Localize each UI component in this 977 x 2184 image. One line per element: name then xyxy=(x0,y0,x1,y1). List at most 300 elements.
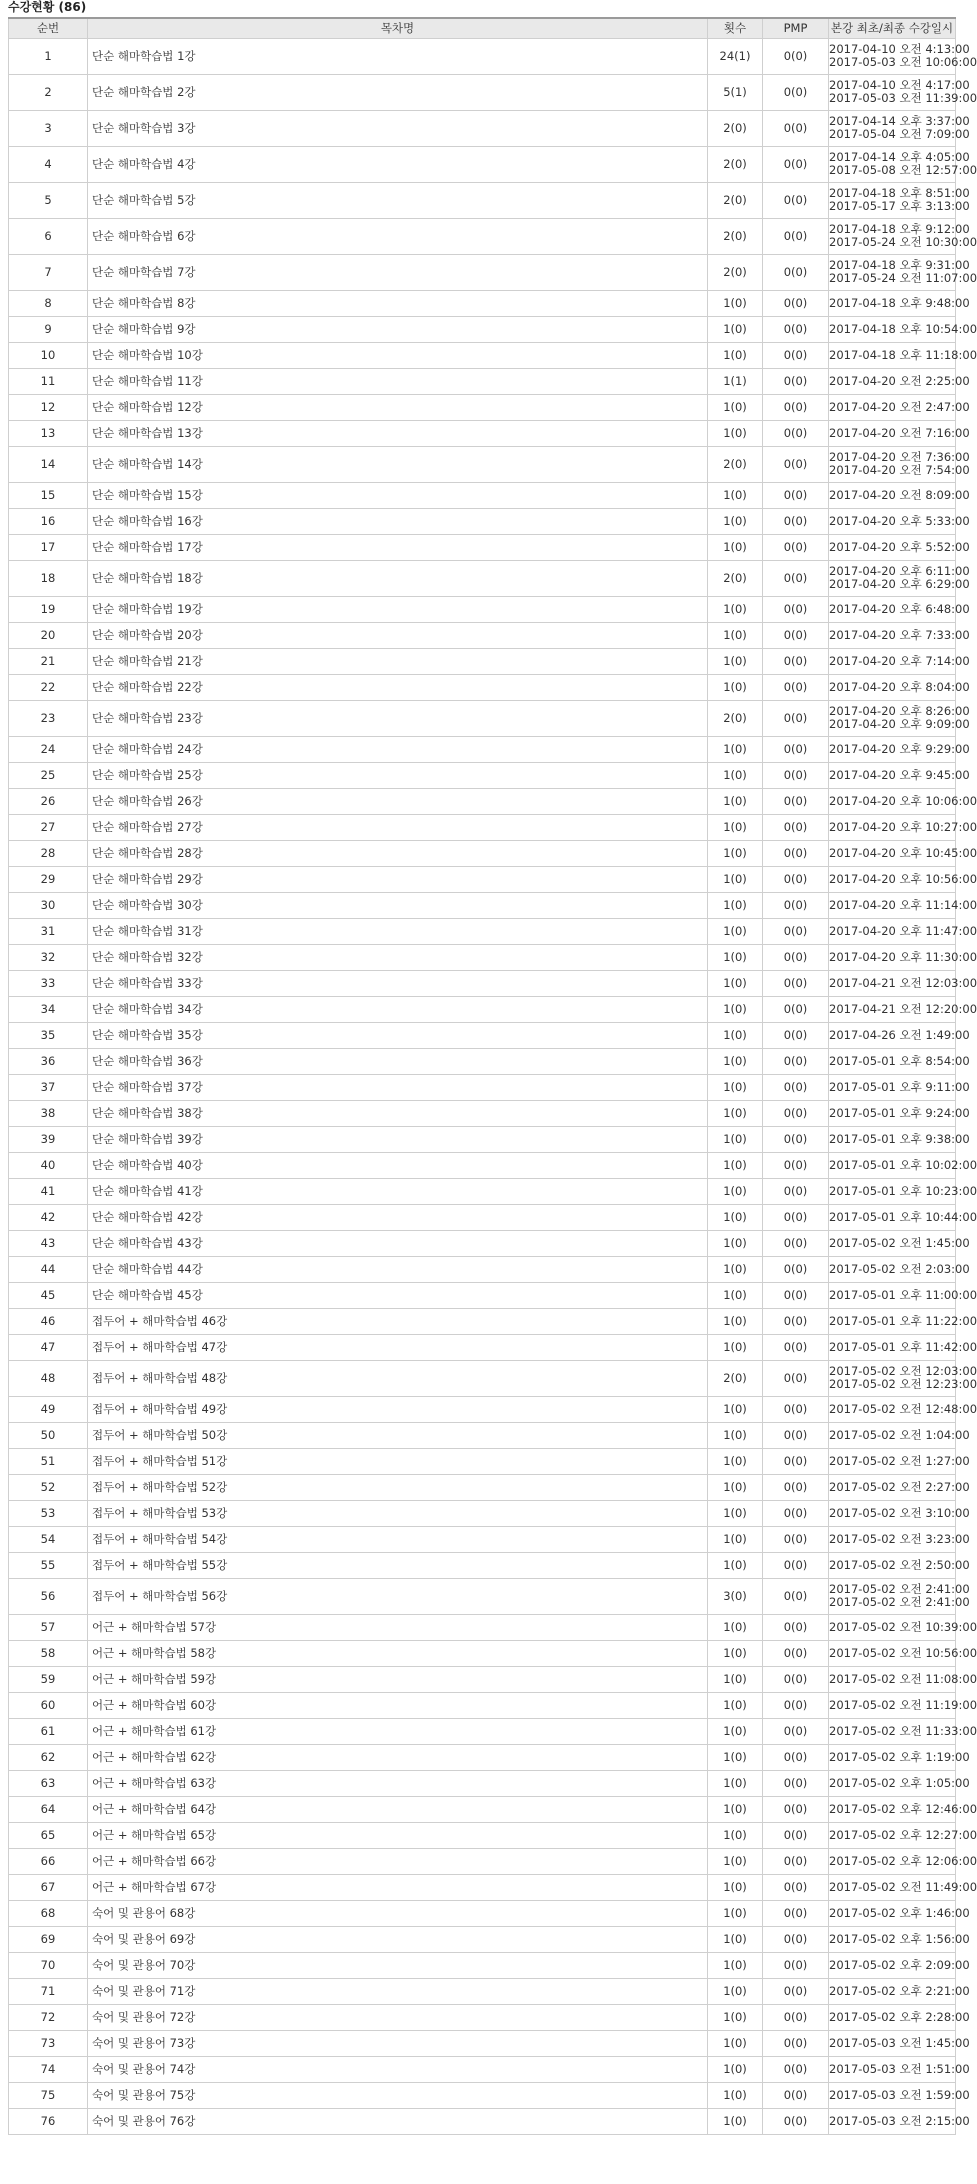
table-row xyxy=(9,596,956,622)
view-count: 1(0) xyxy=(708,1422,763,1448)
lecture-title: 단순 해마학습법 32강 xyxy=(88,944,708,970)
view-count: 1(0) xyxy=(708,1552,763,1578)
view-count: 1(0) xyxy=(708,342,763,368)
row-number: 28 xyxy=(9,840,88,866)
view-count: 1(0) xyxy=(708,1874,763,1900)
last-study-date: 2017-05-08 오전 12:57:00 xyxy=(829,163,977,177)
pmp-count: 0(0) xyxy=(763,1744,829,1770)
view-count: 1(0) xyxy=(708,1718,763,1744)
pmp-count: 0(0) xyxy=(763,1152,829,1178)
view-count: 1(0) xyxy=(708,290,763,316)
lecture-title: 접두어 + 해마학습법 49강 xyxy=(88,1396,708,1422)
row-number: 50 xyxy=(9,1422,88,1448)
study-dates xyxy=(829,648,970,674)
pmp-count: 0(0) xyxy=(763,1178,829,1204)
lecture-title: 어근 + 해마학습법 63강 xyxy=(88,1770,708,1796)
pmp-count: 0(0) xyxy=(763,762,829,788)
table-row xyxy=(9,446,956,482)
pmp-count: 0(0) xyxy=(763,1796,829,1822)
pmp-count: 0(0) xyxy=(763,1308,829,1334)
lecture-title: 단순 해마학습법 2강 xyxy=(88,74,708,110)
row-number: 2 xyxy=(9,74,88,110)
row-number: 29 xyxy=(9,866,88,892)
first-study-date: 2017-04-20 오전 2:47:00 xyxy=(829,399,970,414)
row-number: 70 xyxy=(9,1952,88,1978)
lecture-title: 숙어 및 관용어 71강 xyxy=(88,1978,708,2004)
last-study-date: 2017-05-02 오전 12:23:00 xyxy=(829,1377,977,1391)
first-study-date: 2017-04-20 오후 9:29:00 xyxy=(829,741,970,756)
column-header-title: 목차명 xyxy=(88,18,708,38)
table-row xyxy=(9,762,956,788)
pmp-count: 0(0) xyxy=(763,1926,829,1952)
table-row xyxy=(9,1204,956,1230)
row-number: 22 xyxy=(9,674,88,700)
lecture-title: 숙어 및 관용어 74강 xyxy=(88,2056,708,2082)
lecture-title: 단순 해마학습법 7강 xyxy=(88,254,708,290)
pmp-count: 0(0) xyxy=(763,1100,829,1126)
column-header-no: 순번 xyxy=(9,18,88,38)
pmp-count: 0(0) xyxy=(763,420,829,446)
row-number: 54 xyxy=(9,1526,88,1552)
pmp-count: 0(0) xyxy=(763,446,829,482)
row-number: 14 xyxy=(9,446,88,482)
lecture-title: 단순 해마학습법 38강 xyxy=(88,1100,708,1126)
row-number: 31 xyxy=(9,918,88,944)
row-number: 13 xyxy=(9,420,88,446)
table-row xyxy=(9,970,956,996)
lecture-title: 단순 해마학습법 19강 xyxy=(88,596,708,622)
study-dates xyxy=(829,1048,970,1074)
lecture-title: 단순 해마학습법 33강 xyxy=(88,970,708,996)
pmp-count: 0(0) xyxy=(763,674,829,700)
lecture-title: 단순 해마학습법 3강 xyxy=(88,110,708,146)
lecture-history-table xyxy=(8,17,977,2135)
view-count: 1(0) xyxy=(708,1666,763,1692)
table-row xyxy=(9,1334,956,1360)
first-study-date: 2017-05-02 오전 11:33:00 xyxy=(829,1723,977,1738)
first-study-date: 2017-05-01 오후 11:00:00 xyxy=(829,1287,977,1302)
first-study-date: 2017-05-03 오전 1:45:00 xyxy=(829,2035,970,2050)
study-dates xyxy=(829,1952,970,1978)
pmp-count: 0(0) xyxy=(763,970,829,996)
view-count: 5(1) xyxy=(708,74,763,110)
row-number: 51 xyxy=(9,1448,88,1474)
lecture-title: 단순 해마학습법 39강 xyxy=(88,1126,708,1152)
pmp-count: 0(0) xyxy=(763,316,829,342)
lecture-title: 단순 해마학습법 18강 xyxy=(88,560,708,596)
lecture-title: 어근 + 해마학습법 58강 xyxy=(88,1640,708,1666)
view-count: 1(0) xyxy=(708,736,763,762)
row-number: 15 xyxy=(9,482,88,508)
lecture-title: 접두어 + 해마학습법 47강 xyxy=(88,1334,708,1360)
row-number: 44 xyxy=(9,1256,88,1282)
lecture-title: 접두어 + 해마학습법 56강 xyxy=(88,1578,708,1614)
lecture-title: 단순 해마학습법 16강 xyxy=(88,508,708,534)
view-count: 1(0) xyxy=(708,1230,763,1256)
view-count: 2(0) xyxy=(708,700,763,736)
column-header-count: 횟수 xyxy=(708,18,763,38)
table-row xyxy=(9,2082,956,2108)
study-dates xyxy=(829,1718,977,1744)
row-number: 63 xyxy=(9,1770,88,1796)
row-number: 46 xyxy=(9,1308,88,1334)
row-number: 3 xyxy=(9,110,88,146)
study-dates xyxy=(829,420,970,446)
study-dates xyxy=(829,1178,977,1204)
view-count: 1(0) xyxy=(708,1614,763,1640)
row-number: 38 xyxy=(9,1100,88,1126)
view-count: 2(0) xyxy=(708,1360,763,1396)
table-row xyxy=(9,814,956,840)
study-dates xyxy=(829,762,970,788)
lecture-title: 단순 해마학습법 42강 xyxy=(88,1204,708,1230)
pmp-count: 0(0) xyxy=(763,218,829,254)
pmp-count: 0(0) xyxy=(763,1614,829,1640)
pmp-count: 0(0) xyxy=(763,38,829,74)
study-dates xyxy=(829,534,970,560)
first-study-date: 2017-04-20 오전 7:16:00 xyxy=(829,425,970,440)
table-row xyxy=(9,1178,956,1204)
view-count: 1(0) xyxy=(708,1692,763,1718)
study-dates xyxy=(829,560,970,596)
first-study-date: 2017-05-02 오전 10:56:00 xyxy=(829,1645,977,1660)
first-study-date: 2017-04-20 오후 11:14:00 xyxy=(829,897,977,912)
pmp-count: 0(0) xyxy=(763,944,829,970)
first-study-date: 2017-05-01 오후 9:11:00 xyxy=(829,1079,970,1094)
lecture-title: 단순 해마학습법 4강 xyxy=(88,146,708,182)
pmp-count: 0(0) xyxy=(763,648,829,674)
pmp-count: 0(0) xyxy=(763,1692,829,1718)
pmp-count: 0(0) xyxy=(763,2082,829,2108)
row-number: 21 xyxy=(9,648,88,674)
first-study-date: 2017-04-21 오전 12:20:00 xyxy=(829,1001,977,1016)
row-number: 68 xyxy=(9,1900,88,1926)
row-number: 26 xyxy=(9,788,88,814)
study-dates xyxy=(829,1100,970,1126)
table-row xyxy=(9,2108,956,2134)
pmp-count: 0(0) xyxy=(763,622,829,648)
table-row xyxy=(9,622,956,648)
row-number: 58 xyxy=(9,1640,88,1666)
lecture-title: 단순 해마학습법 11강 xyxy=(88,368,708,394)
view-count: 1(0) xyxy=(708,1308,763,1334)
view-count: 1(0) xyxy=(708,1952,763,1978)
table-row xyxy=(9,1448,956,1474)
study-dates xyxy=(829,182,970,218)
study-dates xyxy=(829,788,977,814)
study-dates xyxy=(829,1978,970,2004)
first-study-date: 2017-04-20 오후 7:14:00 xyxy=(829,653,970,668)
table-row xyxy=(9,1666,956,1692)
last-study-date: 2017-05-17 오후 3:13:00 xyxy=(829,199,970,213)
lecture-title: 단순 해마학습법 1강 xyxy=(88,38,708,74)
pmp-count: 0(0) xyxy=(763,1396,829,1422)
pmp-count: 0(0) xyxy=(763,482,829,508)
row-number: 67 xyxy=(9,1874,88,1900)
first-study-date: 2017-05-01 오후 10:02:00 xyxy=(829,1157,977,1172)
first-study-date: 2017-05-02 오후 1:05:00 xyxy=(829,1775,970,1790)
lecture-title: 접두어 + 해마학습법 55강 xyxy=(88,1552,708,1578)
pmp-count: 0(0) xyxy=(763,1666,829,1692)
lecture-title: 단순 해마학습법 10강 xyxy=(88,342,708,368)
view-count: 1(0) xyxy=(708,534,763,560)
pmp-count: 0(0) xyxy=(763,74,829,110)
table-row xyxy=(9,1770,956,1796)
table-row xyxy=(9,1074,956,1100)
row-number: 56 xyxy=(9,1578,88,1614)
lecture-title: 단순 해마학습법 17강 xyxy=(88,534,708,560)
lecture-title: 단순 해마학습법 23강 xyxy=(88,700,708,736)
view-count: 2(0) xyxy=(708,218,763,254)
pmp-count: 0(0) xyxy=(763,2056,829,2082)
table-row xyxy=(9,1822,956,1848)
table-row xyxy=(9,420,956,446)
study-dates xyxy=(829,254,977,290)
table-row xyxy=(9,1100,956,1126)
table-row xyxy=(9,1500,956,1526)
lecture-title: 어근 + 해마학습법 67강 xyxy=(88,1874,708,1900)
pmp-count: 0(0) xyxy=(763,1848,829,1874)
lecture-title: 단순 해마학습법 34강 xyxy=(88,996,708,1022)
lecture-title: 접두어 + 해마학습법 50강 xyxy=(88,1422,708,1448)
pmp-count: 0(0) xyxy=(763,560,829,596)
pmp-count: 0(0) xyxy=(763,1718,829,1744)
pmp-count: 0(0) xyxy=(763,146,829,182)
first-study-date: 2017-05-02 오후 12:46:00 xyxy=(829,1801,977,1816)
pmp-count: 0(0) xyxy=(763,1640,829,1666)
study-dates xyxy=(829,1152,977,1178)
view-count: 1(0) xyxy=(708,2004,763,2030)
pmp-count: 0(0) xyxy=(763,1474,829,1500)
table-row xyxy=(9,1900,956,1926)
first-study-date: 2017-05-02 오전 1:27:00 xyxy=(829,1453,970,1468)
first-study-date: 2017-04-18 오후 11:18:00 xyxy=(829,347,977,362)
study-dates xyxy=(829,74,977,110)
row-number: 8 xyxy=(9,290,88,316)
pmp-count: 0(0) xyxy=(763,996,829,1022)
study-dates xyxy=(829,1334,977,1360)
pmp-count: 0(0) xyxy=(763,788,829,814)
view-count: 2(0) xyxy=(708,146,763,182)
row-number: 72 xyxy=(9,2004,88,2030)
pmp-count: 0(0) xyxy=(763,1022,829,1048)
table-row xyxy=(9,254,956,290)
table-row xyxy=(9,1526,956,1552)
pmp-count: 0(0) xyxy=(763,596,829,622)
view-count: 1(0) xyxy=(708,1022,763,1048)
view-count: 1(0) xyxy=(708,762,763,788)
pmp-count: 0(0) xyxy=(763,1282,829,1308)
row-number: 9 xyxy=(9,316,88,342)
first-study-date: 2017-05-03 오전 2:15:00 xyxy=(829,2113,970,2128)
lecture-title: 숙어 및 관용어 68강 xyxy=(88,1900,708,1926)
row-number: 73 xyxy=(9,2030,88,2056)
row-number: 1 xyxy=(9,38,88,74)
table-row xyxy=(9,1256,956,1282)
row-number: 12 xyxy=(9,394,88,420)
table-row xyxy=(9,2056,956,2082)
pmp-count: 0(0) xyxy=(763,1422,829,1448)
row-number: 53 xyxy=(9,1500,88,1526)
view-count: 24(1) xyxy=(708,38,763,74)
table-row xyxy=(9,394,956,420)
view-count: 1(0) xyxy=(708,482,763,508)
first-study-date: 2017-04-10 오전 4:13:00 xyxy=(829,42,970,56)
table-row xyxy=(9,1022,956,1048)
pmp-count: 0(0) xyxy=(763,1770,829,1796)
pmp-count: 0(0) xyxy=(763,1334,829,1360)
study-dates xyxy=(829,1744,970,1770)
view-count: 1(0) xyxy=(708,1848,763,1874)
lecture-title: 단순 해마학습법 13강 xyxy=(88,420,708,446)
pmp-count: 0(0) xyxy=(763,1526,829,1552)
row-number: 34 xyxy=(9,996,88,1022)
pmp-count: 0(0) xyxy=(763,110,829,146)
row-number: 18 xyxy=(9,560,88,596)
pmp-count: 0(0) xyxy=(763,1874,829,1900)
pmp-count: 0(0) xyxy=(763,700,829,736)
study-dates xyxy=(829,866,977,892)
study-dates xyxy=(829,700,970,736)
view-count: 1(0) xyxy=(708,970,763,996)
last-study-date: 2017-05-04 오전 7:09:00 xyxy=(829,127,970,141)
lecture-title: 단순 해마학습법 21강 xyxy=(88,648,708,674)
table-row xyxy=(9,1952,956,1978)
lecture-title: 단순 해마학습법 36강 xyxy=(88,1048,708,1074)
table-row xyxy=(9,648,956,674)
study-dates xyxy=(829,1448,970,1474)
study-dates xyxy=(829,1614,977,1640)
row-number: 19 xyxy=(9,596,88,622)
row-number: 36 xyxy=(9,1048,88,1074)
row-number: 69 xyxy=(9,1926,88,1952)
pmp-count: 0(0) xyxy=(763,368,829,394)
last-study-date: 2017-05-24 오전 10:30:00 xyxy=(829,235,977,249)
study-dates xyxy=(829,1360,977,1396)
study-dates xyxy=(829,1526,970,1552)
column-header-pmp: PMP xyxy=(763,18,829,38)
study-dates xyxy=(829,1204,977,1230)
first-study-date: 2017-04-18 오후 9:31:00 xyxy=(829,258,970,272)
row-number: 20 xyxy=(9,622,88,648)
view-count: 1(0) xyxy=(708,1500,763,1526)
view-count: 1(0) xyxy=(708,648,763,674)
study-dates xyxy=(829,316,977,342)
study-dates xyxy=(829,290,970,316)
table-row xyxy=(9,1874,956,1900)
lecture-title: 단순 해마학습법 35강 xyxy=(88,1022,708,1048)
table-row xyxy=(9,218,956,254)
lecture-title: 단순 해마학습법 6강 xyxy=(88,218,708,254)
table-row xyxy=(9,342,956,368)
table-row xyxy=(9,1640,956,1666)
table-row xyxy=(9,1126,956,1152)
view-count: 1(0) xyxy=(708,788,763,814)
pmp-count: 0(0) xyxy=(763,1900,829,1926)
view-count: 1(0) xyxy=(708,622,763,648)
first-study-date: 2017-04-21 오전 12:03:00 xyxy=(829,975,977,990)
study-dates xyxy=(829,1926,970,1952)
first-study-date: 2017-04-20 오후 6:48:00 xyxy=(829,601,970,616)
row-number: 76 xyxy=(9,2108,88,2134)
view-count: 1(0) xyxy=(708,1396,763,1422)
table-row xyxy=(9,1718,956,1744)
view-count: 2(0) xyxy=(708,560,763,596)
lecture-title: 접두어 + 해마학습법 51강 xyxy=(88,1448,708,1474)
lecture-title: 단순 해마학습법 44강 xyxy=(88,1256,708,1282)
first-study-date: 2017-04-20 오후 7:33:00 xyxy=(829,627,970,642)
first-study-date: 2017-04-20 오후 11:30:00 xyxy=(829,949,977,964)
study-dates xyxy=(829,1022,970,1048)
row-number: 49 xyxy=(9,1396,88,1422)
view-count: 1(0) xyxy=(708,1100,763,1126)
first-study-date: 2017-05-03 오전 1:51:00 xyxy=(829,2061,970,2076)
pmp-count: 0(0) xyxy=(763,814,829,840)
first-study-date: 2017-04-20 오전 2:25:00 xyxy=(829,373,970,388)
study-dates xyxy=(829,1692,977,1718)
study-dates xyxy=(829,892,977,918)
study-dates xyxy=(829,508,970,534)
table-row xyxy=(9,1614,956,1640)
row-number: 64 xyxy=(9,1796,88,1822)
lecture-title: 어근 + 해마학습법 64강 xyxy=(88,1796,708,1822)
first-study-date: 2017-05-01 오후 9:24:00 xyxy=(829,1105,970,1120)
pmp-count: 0(0) xyxy=(763,892,829,918)
first-study-date: 2017-05-02 오전 3:10:00 xyxy=(829,1505,970,1520)
table-row xyxy=(9,1360,956,1396)
row-number: 65 xyxy=(9,1822,88,1848)
lecture-title: 단순 해마학습법 43강 xyxy=(88,1230,708,1256)
study-dates xyxy=(829,1666,977,1692)
row-number: 27 xyxy=(9,814,88,840)
table-row xyxy=(9,182,956,218)
lecture-title: 접두어 + 해마학습법 54강 xyxy=(88,1526,708,1552)
pmp-count: 0(0) xyxy=(763,866,829,892)
pmp-count: 0(0) xyxy=(763,1978,829,2004)
view-count: 1(0) xyxy=(708,1796,763,1822)
table-row xyxy=(9,2030,956,2056)
view-count: 1(0) xyxy=(708,1074,763,1100)
lecture-title: 숙어 및 관용어 70강 xyxy=(88,1952,708,1978)
row-number: 61 xyxy=(9,1718,88,1744)
pmp-count: 0(0) xyxy=(763,290,829,316)
first-study-date: 2017-05-02 오전 10:39:00 xyxy=(829,1619,977,1634)
lecture-title: 어근 + 해마학습법 62강 xyxy=(88,1744,708,1770)
lecture-title: 접두어 + 해마학습법 48강 xyxy=(88,1360,708,1396)
table-row xyxy=(9,866,956,892)
table-row xyxy=(9,1230,956,1256)
table-body xyxy=(9,38,977,2134)
first-study-date: 2017-05-02 오후 12:06:00 xyxy=(829,1853,977,1868)
lecture-title: 접두어 + 해마학습법 52강 xyxy=(88,1474,708,1500)
lecture-title: 숙어 및 관용어 76강 xyxy=(88,2108,708,2134)
pmp-count: 0(0) xyxy=(763,840,829,866)
table-row xyxy=(9,74,956,110)
first-study-date: 2017-05-02 오전 11:49:00 xyxy=(829,1879,977,1894)
first-study-date: 2017-05-02 오전 1:04:00 xyxy=(829,1427,970,1442)
pmp-count: 0(0) xyxy=(763,1126,829,1152)
first-study-date: 2017-04-20 오후 10:06:00 xyxy=(829,793,977,808)
study-dates xyxy=(829,446,970,482)
first-study-date: 2017-05-02 오전 1:45:00 xyxy=(829,1235,970,1250)
lecture-title: 어근 + 해마학습법 61강 xyxy=(88,1718,708,1744)
lecture-title: 숙어 및 관용어 75강 xyxy=(88,2082,708,2108)
row-number: 10 xyxy=(9,342,88,368)
view-count: 2(0) xyxy=(708,446,763,482)
lecture-title: 어근 + 해마학습법 66강 xyxy=(88,1848,708,1874)
row-number: 25 xyxy=(9,762,88,788)
row-number: 6 xyxy=(9,218,88,254)
